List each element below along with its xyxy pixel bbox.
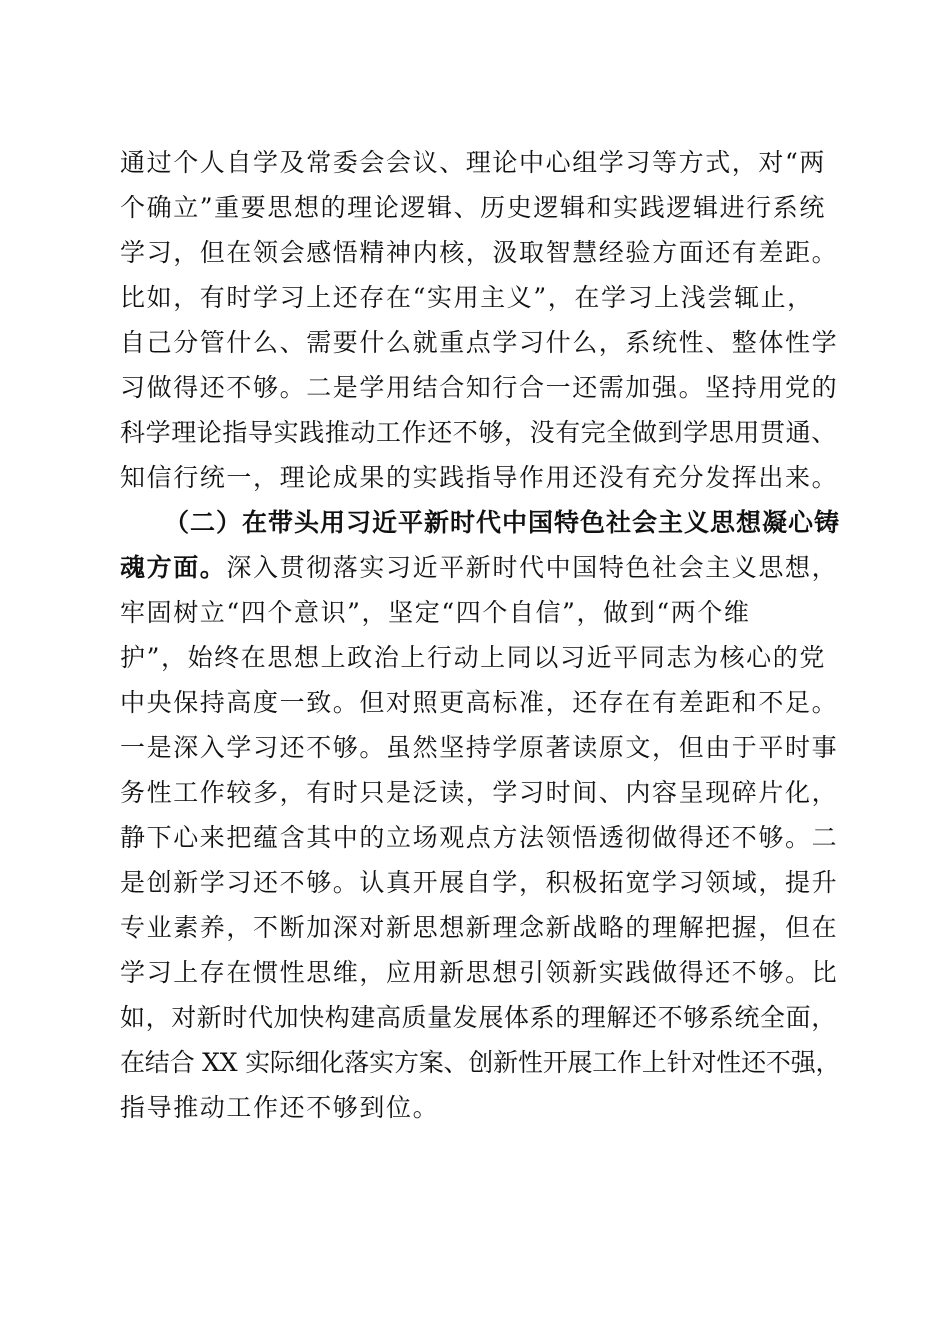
section-heading-tail: 魂方面。 <box>120 553 227 582</box>
paragraph-line: 在结合 XX 实际细化落实方案、创新性开展工作上针对性还不强， <box>120 1048 841 1077</box>
paragraph-line: 学习上存在惯性思维，应用新思想引领新实践做得还不够。比 <box>120 958 839 987</box>
paragraph-line: 务性工作较多，有时只是泛读，学习时间、内容呈现碎片化， <box>120 778 839 807</box>
paragraph-line: 自己分管什么、需要什么就重点学习什么，系统性、整体性学 <box>120 328 839 357</box>
paragraph-line: 指导推动工作还不够到位。 <box>120 1093 440 1122</box>
paragraph-line: 一是深入学习还不够。虽然坚持学原著读原文，但由于平时事 <box>120 733 839 762</box>
paragraph-line: 静下心来把蕴含其中的立场观点方法领悟透彻做得还不够。二 <box>120 823 839 852</box>
paragraph-line: 中央保持高度一致。但对照更高标准，还存在有差距和不足。 <box>120 688 839 717</box>
paragraph-line: 如，对新时代加快构建高质量发展体系的理解还不够系统全面， <box>120 1003 837 1032</box>
paragraph-line: 科学理论指导实践推动工作还不够，没有完全做到学思用贯通、 <box>120 418 837 447</box>
paragraph-line: 通过个人自学及常委会会议、理论中心组学习等方式，对“两 <box>120 148 826 177</box>
paragraph-line: 专业素养，不断加深对新思想新理念新战略的理解把握，但在 <box>120 913 839 942</box>
paragraph-line: 学习，但在领会感悟精神内核，汲取智慧经验方面还有差距。 <box>120 238 839 267</box>
paragraph-line: 是创新学习还不够。认真开展自学，积极拓宽学习领域，提升 <box>120 868 839 897</box>
section-heading-continuation <box>120 551 840 585</box>
paragraph-line: 比如，有时学习上还存在“实用主义”，在学习上浅尝辄止， <box>120 283 814 312</box>
paragraph-line: 个确立”重要思想的理论逻辑、历史逻辑和实践逻辑进行系统 <box>120 193 826 222</box>
paragraph-line: 牢固树立“四个意识”，坚定“四个自信”，做到“两个维 <box>120 598 751 627</box>
paragraph-line: 习做得还不够。二是学用结合知行合一还需加强。坚持用党的 <box>120 373 839 402</box>
paragraph-line: 知信行统一，理论成果的实践指导作用还没有充分发挥出来。 <box>120 463 839 492</box>
paragraph-line: 护”，始终在思想上政治上行动上同以习近平同志为核心的党 <box>120 643 826 672</box>
paragraph-text: 深入贯彻落实习近平新时代中国特色社会主义思想， <box>226 553 839 582</box>
section-heading: （二）在带头用习近平新时代中国特色社会主义思想凝心铸 <box>164 508 841 537</box>
